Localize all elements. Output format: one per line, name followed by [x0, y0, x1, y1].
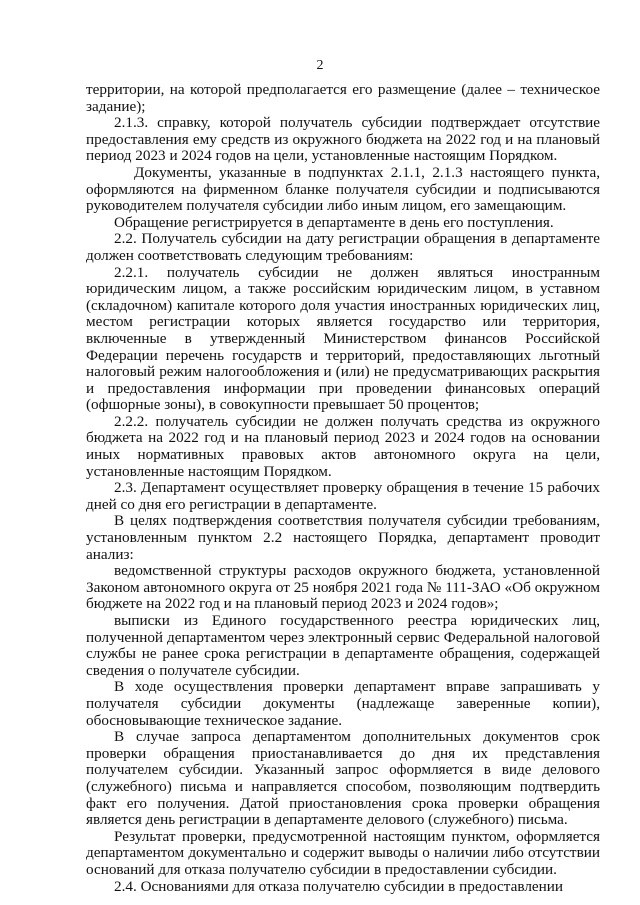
paragraph: 2.3. Департамент осуществляет проверку обращения в течение 15 рабочих дней со дня его регистрации в департаменте.	[86, 479, 600, 513]
paragraph: Документы, указанные в подпунктах 2.1.1, 2.1.3 настоящего пункта, оформляются на фирменном бланке получателя субсидии и подписываются руководителем получателя субсидии либо иным лицом, его замещающим.	[86, 163, 600, 215]
paragraph: выписки из Единого государственного реестра юридических лиц, полученной департаментом через электронный сервис Федеральной налоговой службы не ранее срока регистрации в департаменте обращения, содержащей сведения о получателе субсидии.	[86, 612, 600, 679]
paragraph: территории, на которой предполагается его размещение (далее – техническое задание);	[86, 81, 600, 115]
paragraph: 2.2.1. получатель субсидии не должен являться иностранным юридическим лицом, а также российским юридическим лицом, в уставном (складочном) капитале которого доля участия иностранных юридических лиц, местом регистрации которых является государство или территория, включенные в утвержденный Министерством финансов Российской Федерации перечень государств и территорий, предоставляющих льготный налоговый режим налогообложения и (или) не предусматривающих раскрытия и предоставления информации при проведении финансовых операций (офшорные зоны), в совокупности превышает 50 процентов;	[86, 263, 600, 414]
paragraph: В целях подтверждения соответствия получателя субсидии требованиям, установленным пунктом 2.2 настоящего Порядка, департамент проводит анализ:	[86, 512, 600, 563]
paragraph: 2.2. Получатель субсидии на дату регистрации обращения в департаменте должен соответствовать следующим требованиям:	[86, 230, 600, 264]
paragraph: 2.2.2. получатель субсидии не должен получать средства из окружного бюджета на 2022 год и на плановый период 2023 и 2024 годов на основании иных нормативных правовых актов автономного округа на цели, установленные настоящим Порядком.	[86, 412, 600, 480]
paragraph: Результат проверки, предусмотренной настоящим пунктом, оформляется департаментом документально и содержит выводы о наличии либо отсутствии оснований для отказа получателю субсидии в предоставлении субсидии.	[86, 827, 600, 878]
paragraph: 2.4. Основаниями для отказа получателю субсидии в предоставлении	[114, 877, 564, 895]
paragraph: Обращение регистрируется в департаменте в день его поступления.	[114, 213, 554, 231]
paragraph: ведомственной структуры расходов окружного бюджета, установленной Законом автономного округа от 25 ноября 2021 года № 111-ЗАО «Об окружном бюджете на 2022 год и на плановый период 2023 и 2024 годов»;	[86, 562, 600, 613]
paragraph: В случае запроса департаментом дополнительных документов срок проверки обращения приостанавливается до дня их представления получателем субсидии. Указанный запрос оформляется в виде делового (служебного) письма и направляется способом, позволяющим подтвердить факт его получения. Датой приостановления срока проверки обращения является день регистрации в департаменте делового (служебного) письма.	[86, 728, 600, 829]
document-body	[86, 82, 600, 895]
paragraph: 2.1.3. справку, которой получатель субсидии подтверждает отсутствие предоставления ему средств из окружного бюджета на 2022 год и на плановый период 2023 и 2024 годов на цели, установленные настоящим Порядком.	[86, 114, 600, 165]
page-number: 2	[316, 58, 324, 73]
paragraph: В ходе осуществления проверки департамент вправе запрашивать у получателя субсидии документы (надлежаще заверенные копии), обосновывающие техническое задание.	[86, 678, 600, 729]
